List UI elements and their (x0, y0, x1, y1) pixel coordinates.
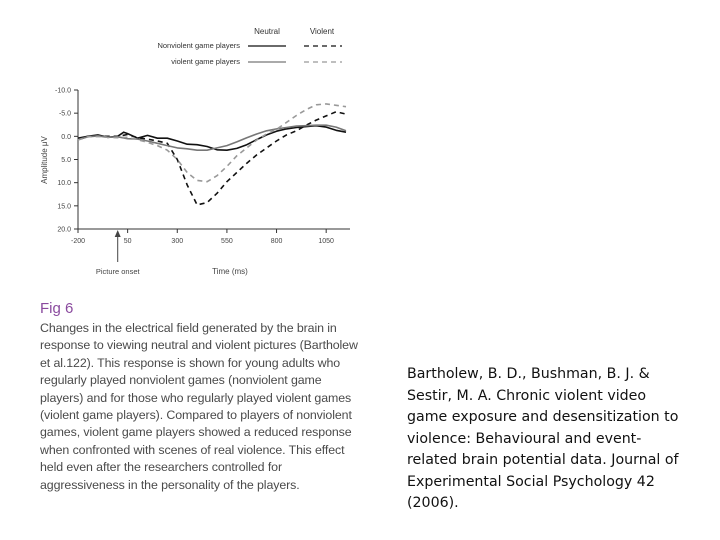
y-axis-label: Amplitude μV (40, 136, 49, 184)
y-tick-label-3: 5.0 (61, 157, 71, 164)
x-ticks (71, 229, 334, 245)
y-tick-label-4: 10.0 (57, 180, 71, 188)
figure-caption-block (40, 300, 360, 494)
legend-column-violent: Violent (309, 27, 335, 36)
legend-row-violent: violent game players (171, 57, 240, 66)
citation-text: Bartholew, B. D., Bushman, B. J. & Sestir, M. A. Chronic violent video game exposure and desensitization to violence: Behavioural and event-related brain potential data. Journal of Experimental Social Psychology 42 (2006). (407, 366, 679, 511)
axes (78, 90, 350, 229)
x-tick-label-2: 300 (171, 238, 184, 245)
x-tick-label-1: 50 (123, 238, 132, 245)
x-tick-label-5: 1050 (318, 238, 334, 245)
x-tick-label-3: 550 (221, 238, 233, 245)
x-tick-label-0: -200 (70, 238, 86, 245)
y-tick-label-0: -10.0 (55, 87, 71, 95)
series-violent-violent (78, 104, 346, 182)
picture-onset-arrowhead (115, 230, 121, 237)
series-layer (78, 104, 346, 205)
legend (157, 27, 342, 66)
x-tick-label-4: 800 (270, 238, 283, 245)
y-tick-label-1: -5.0 (58, 110, 71, 118)
picture-onset-label: Picture onset (95, 267, 140, 276)
figure-caption: Changes in the electrical field generated by the brain in response to viewing neutral and violent pictures (Bartholew et al.122). This response is shown for young adults who regularly played nonviolent games (nonviolent game players) and for those who regularly played violent games (violent game players). Compared to players of nonviolent games, violent game players showed a reduced response when confronted with scenes of real violence. This effect held even after the researchers controlled for aggressiveness in the personality of the players. (40, 321, 358, 492)
figure-title: Fig 6 (40, 300, 74, 317)
y-tick-label-6: 20.0 (57, 226, 71, 234)
legend-column-neutral: Neutral (254, 27, 280, 36)
x-axis-label: Time (ms) (212, 267, 248, 276)
y-tick-label-2: 0.0 (61, 133, 71, 141)
y-tick-label-5: 15.0 (57, 203, 71, 211)
y-ticks (55, 88, 78, 234)
legend-row-nonviolent: Nonviolent game players (157, 41, 240, 50)
picture-onset-marker (96, 230, 141, 276)
